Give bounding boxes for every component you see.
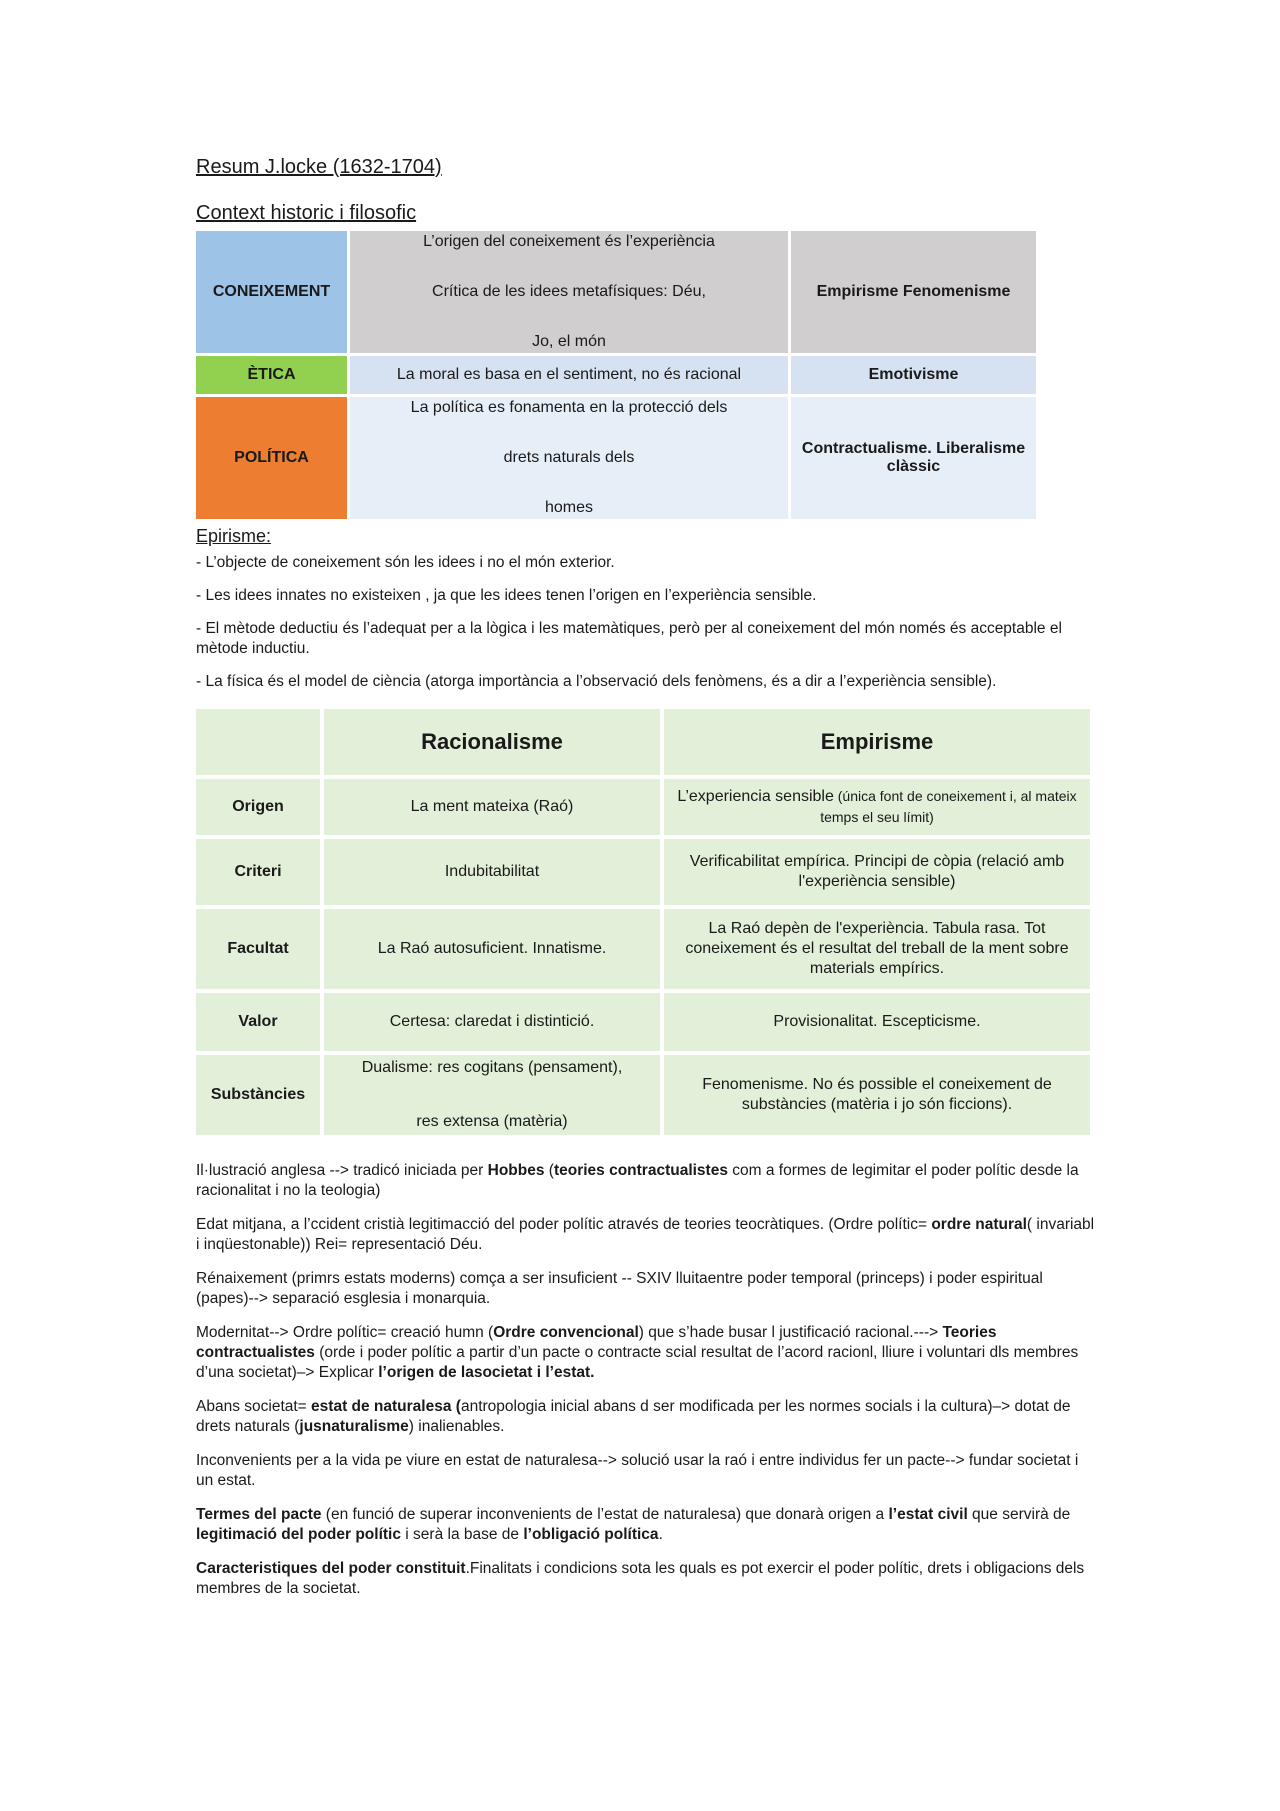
document-title: Resum J.locke (1632-1704) (196, 156, 442, 178)
comparison-emp-cell (664, 779, 1090, 835)
comparison-emp-main: L’experiencia sensible (677, 788, 834, 805)
text-run: .Finalitats i condicions sota les quals es pot exercir el poder polític, drets i obligacions dels membres de la societat. (196, 1560, 1085, 1597)
context-result: Contractualisme. Liberalisme clàssic (791, 397, 1036, 519)
context-result: Empirisme Fenomenisme (791, 231, 1036, 353)
bold-text: jusnaturalisme (299, 1418, 409, 1435)
body-paragraph (196, 1505, 1096, 1545)
comparison-emp-note: (única font de coneixement i, al mateix temps el seu límit) (820, 788, 1077, 825)
comparison-header-row (196, 709, 1090, 775)
text-run: (orde i poder polític a partir d’un pacte o contracte scial resultat de l’acord racionl, lliure i voluntari dls membres d’una societat)–> Explicar (196, 1344, 1079, 1381)
context-desc: La moral es basa en el sentiment, no és racional (350, 356, 788, 394)
comparison-row-label: Criteri (196, 839, 320, 905)
body-paragraph (196, 1451, 1096, 1491)
bold-text: estat de naturalesa ( (311, 1398, 461, 1415)
comparison-rac-cell: La Raó autosuficient. Innatisme. (324, 909, 660, 989)
bold-text: legitimació del poder polític (196, 1526, 401, 1543)
epirisme-point: - L’objecte de coneixement són les idees i no el món exterior. (196, 554, 615, 571)
comparison-rac-line: res extensa (matèria) (416, 1113, 568, 1130)
text-run: com a formes de legimitar el poder polític desde la racionalitat i no la teologia) (196, 1162, 1079, 1199)
text-run: Inconvenients per a la vida pe viure en estat de naturalesa--> solució usar la raó i entre individus fer un pacte--> fundar societat i un estat. (196, 1452, 1079, 1489)
text-run: antropologia inicial abans d ser modificada per les normes socials i la cultura)–> dotat de drets naturals ( (196, 1398, 1071, 1435)
bold-text: Ordre convencional (493, 1324, 639, 1341)
comparison-row (196, 779, 1090, 835)
text-run: ( (544, 1162, 554, 1179)
comparison-emp-cell: Fenomenisme. No és possible el coneixement de substàncies (matèria i jo són ficcions). (664, 1055, 1090, 1135)
text-run: Il·lustració anglesa --> tradicó iniciada per (196, 1162, 488, 1179)
comparison-row (196, 909, 1090, 989)
text-run: ) inalienables. (408, 1418, 505, 1435)
body-paragraph (196, 1559, 1096, 1599)
context-desc-line: drets naturals dels (503, 449, 635, 466)
context-desc-line: Crítica de les idees metafísiques: Déu, (432, 283, 706, 300)
bold-text: l’estat civil (888, 1506, 968, 1523)
body-paragraph (196, 1323, 1096, 1383)
context-row-coneixement (196, 231, 1036, 353)
comparison-emp-cell: Verificabilitat empírica. Principi de còpia (relació amb l'experiència sensible) (664, 839, 1090, 905)
context-desc-line: La política es fonamenta en la protecció dels (410, 399, 728, 416)
context-key: ÈTICA (196, 356, 347, 394)
bold-text: l’obligació política (523, 1526, 659, 1543)
epirisme-point: - La física és el model de ciència (atorga importància a l’observació dels fenòmens, és a dir a l’experiència sensible). (196, 673, 997, 690)
bold-text: l’origen de lasocietat i l’estat. (378, 1364, 595, 1381)
text-run: Modernitat--> Ordre polític= creació humn ( (196, 1324, 494, 1341)
comparison-emp-cell: Provisionalitat. Escepticisme. (664, 993, 1090, 1051)
comparison-row-label: Substàncies (196, 1055, 320, 1135)
comparison-row-label: Facultat (196, 909, 320, 989)
comparison-row-label: Valor (196, 993, 320, 1051)
comparison-row (196, 839, 1090, 905)
bold-text: Teories contractualistes (196, 1324, 997, 1361)
bold-text: Caracteristiques del poder constituit (196, 1560, 466, 1577)
bold-text: Hobbes (487, 1162, 545, 1179)
epirisme-heading: Epirisme: (196, 526, 272, 546)
document-page (196, 150, 1096, 1613)
text-run: (en funció de superar inconvenients de l’estat de naturalesa) que donarà origen a (321, 1506, 889, 1523)
comparison-rac-cell: Indubitabilitat (324, 839, 660, 905)
comparison-table (192, 705, 1094, 1139)
context-desc-line: homes (544, 499, 594, 516)
context-row-etica (196, 356, 1036, 394)
comparison-header-empty (196, 709, 320, 775)
text-run: Rénaixement (primrs estats moderns) comça a ser insuficient -- SXIV lluitaentre poder temporal (princeps) i poder espiritual (papes)--> separació esglesia i monarquia. (196, 1270, 1043, 1307)
context-desc-line: L’origen del coneixement és l’experiència (423, 233, 715, 250)
text-run: ) que s’hade busar l justificació racional.---> (638, 1324, 943, 1341)
comparison-row (196, 993, 1090, 1051)
context-heading: Context historic i filosofic (196, 202, 417, 224)
text-run: que servirà de (967, 1506, 1071, 1523)
text-run: Abans societat= (196, 1398, 312, 1415)
body-paragraph (196, 1161, 1096, 1201)
comparison-emp-cell: La Raó depèn de l'experiència. Tabula rasa. Tot coneixement és el resultat del treball de la ment sobre materials empírics. (664, 909, 1090, 989)
epirisme-point: - El mètode deductiu és l’adequat per a la lògica i les matemàtiques, però per al coneixement del món només és acceptable el mètode inductiu. (196, 620, 1062, 657)
context-key: CONEIXEMENT (196, 231, 347, 353)
bold-text: teories contractualistes (553, 1162, 728, 1179)
comparison-row (196, 1055, 1090, 1135)
bold-text: Termes del pacte (196, 1506, 322, 1523)
context-result: Emotivisme (791, 356, 1036, 394)
context-desc (350, 397, 788, 519)
body-paragraphs (196, 1161, 1096, 1599)
epirisme-point: - Les idees innates no existeixen , ja que les idees tenen l’origen en l’experiència sensible. (196, 587, 817, 604)
comparison-rac-cell: La ment mateixa (Raó) (324, 779, 660, 835)
bold-text: ordre natural (931, 1216, 1027, 1233)
body-paragraph (196, 1397, 1096, 1437)
comparison-row-label: Origen (196, 779, 320, 835)
context-table (193, 228, 1039, 522)
comparison-rac-cell (324, 1055, 660, 1135)
text-run: Edat mitjana, a l’ccident cristià legitimacció del poder polític através de teories teocràtiques. (Ordre polític= (196, 1216, 932, 1233)
body-paragraph (196, 1269, 1096, 1309)
text-run: ( invariabl i inqüestonable)) Rei= representació Déu. (196, 1216, 1095, 1253)
comparison-rac-line: Dualisme: res cogitans (pensament), (361, 1059, 623, 1076)
comparison-header-empirisme: Empirisme (664, 709, 1090, 775)
text-run: i serà la base de (400, 1526, 524, 1543)
context-desc (350, 231, 788, 353)
body-paragraph (196, 1215, 1096, 1255)
text-run: . (658, 1526, 663, 1543)
comparison-rac-cell: Certesa: claredat i distintició. (324, 993, 660, 1051)
context-desc-line: Jo, el món (532, 333, 606, 350)
comparison-header-racionalisme: Racionalisme (324, 709, 660, 775)
context-row-politica (196, 397, 1036, 519)
context-key: POLÍTICA (196, 397, 347, 519)
